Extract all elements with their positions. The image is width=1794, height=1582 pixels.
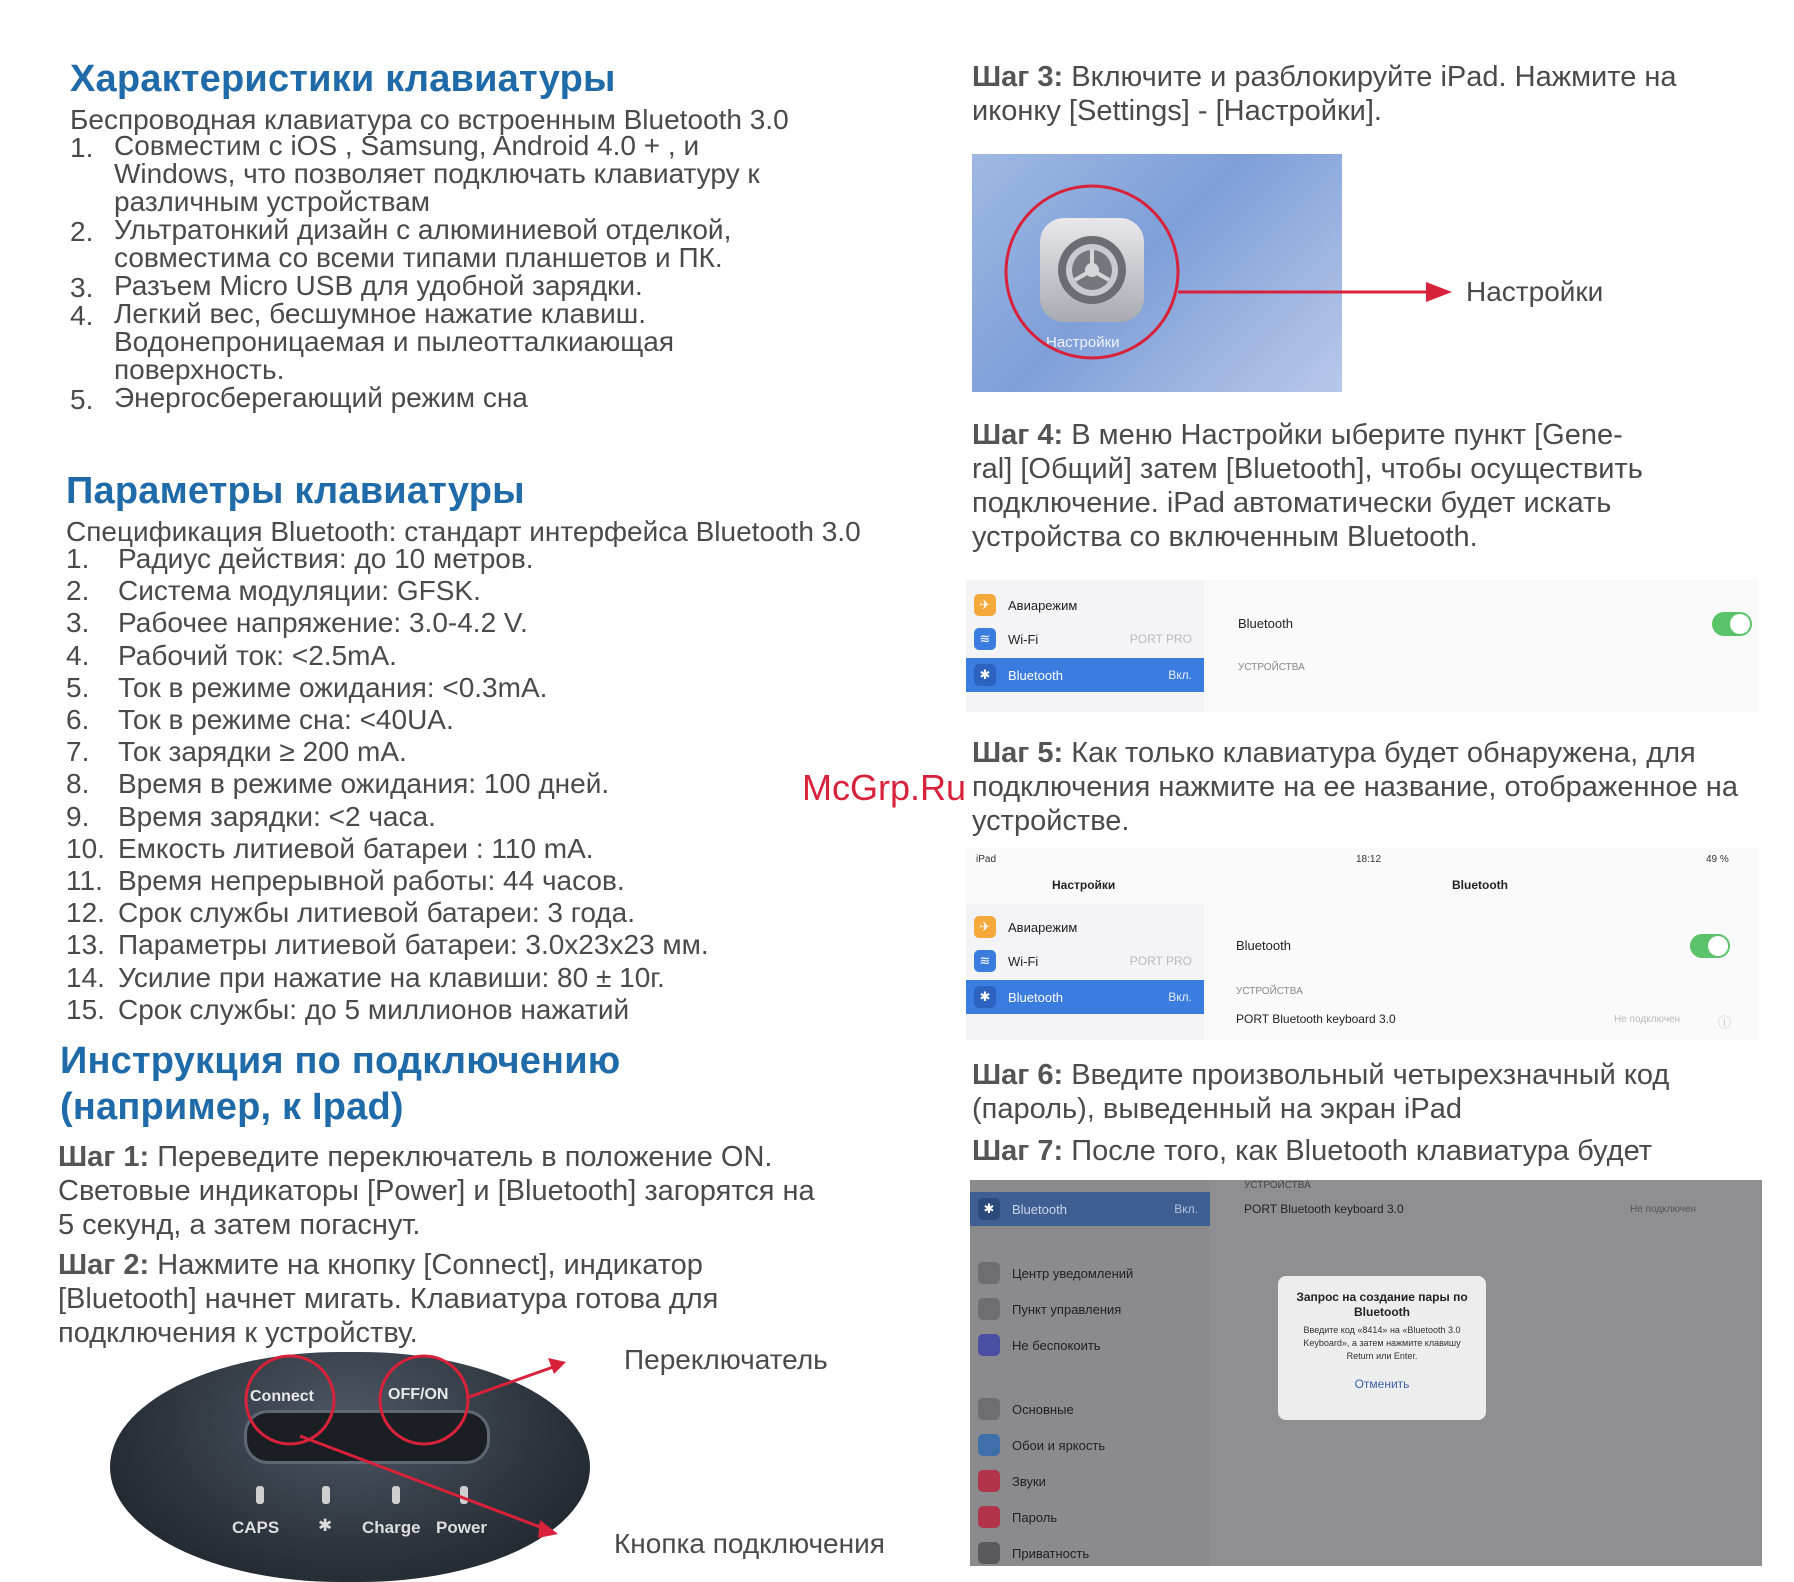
- menu-item-label: Основные: [1012, 1401, 1074, 1417]
- feature-number: 4.: [70, 300, 94, 331]
- bluetooth-toggle-b[interactable]: [1690, 934, 1730, 958]
- pairing-devices-header: УСТРОЙСТВА: [1244, 1180, 1311, 1191]
- step7-label: Шаг 7:: [972, 1135, 1064, 1167]
- param-number: 4.: [66, 639, 90, 671]
- sidebar-item-wifi[interactable]: [966, 622, 1204, 656]
- menu-item-icon: [978, 1434, 1000, 1456]
- params-title: Параметры клавиатуры: [66, 470, 525, 512]
- feature-text: Windows, что позволяет подключать клавиатуру к: [114, 158, 760, 189]
- menu-item-icon: [978, 1262, 1000, 1284]
- status-left: iPad: [976, 854, 997, 865]
- pairing-menu-item[interactable]: [970, 1328, 1210, 1362]
- settings-sidebar-b: [966, 904, 1204, 1040]
- step3-label: Шаг 3:: [972, 61, 1064, 93]
- status-battery: 49 %: [1706, 854, 1729, 865]
- nav-bluetooth: Bluetooth: [1452, 878, 1508, 892]
- feature-text: Разъем Micro USB для удобной зарядки.: [114, 270, 643, 301]
- step4: [972, 418, 1643, 554]
- step1-line-3: 5 секунд, а затем погаснут.: [58, 1209, 421, 1241]
- step3-line-1: Включите и разблокируйте iPad. Нажмите на: [1063, 61, 1677, 93]
- menu-item-icon: [978, 1298, 1000, 1320]
- param-text: Ток в режиме сна: <40UA.: [118, 704, 454, 736]
- feature-number: 3.: [70, 272, 94, 303]
- step7-text: После того, как Bluetooth клавиатура будет: [1063, 1135, 1653, 1167]
- airplane-label-b: Авиарежим: [1008, 919, 1078, 935]
- param-text: Рабочий ток: <2.5mA.: [118, 639, 397, 671]
- pairing-menu-item[interactable]: [970, 1536, 1210, 1566]
- sidebar-item-airplane-b[interactable]: [966, 910, 1204, 944]
- menu-item-label: Обои и яркость: [1012, 1437, 1106, 1453]
- step5-line-3: устройстве.: [972, 805, 1130, 837]
- param-text: Радиус действия: до 10 метров.: [118, 543, 534, 574]
- ipad-pairing-screenshot: [970, 1180, 1762, 1566]
- wifi-label-b: Wi-Fi: [1008, 953, 1039, 969]
- sidebar-item-airplane[interactable]: [966, 588, 1204, 622]
- param-number: 2.: [66, 575, 90, 607]
- menu-item-icon: [978, 1334, 1000, 1356]
- param-number: 10.: [66, 832, 105, 864]
- pairing-menu-item[interactable]: [970, 1464, 1210, 1498]
- pairing-dialog-title: Запрос на создание пары по Bluetooth: [1296, 1290, 1468, 1319]
- nav-settings: Настройки: [1052, 878, 1116, 892]
- step4-line-2: ral] [Общий] затем [Bluetooth], чтобы осуществить: [972, 453, 1643, 485]
- device-offon-label: OFF/ON: [388, 1386, 449, 1403]
- step5-line-2: подключения нажмите на ее название, отображенное на: [972, 771, 1738, 803]
- param-text: Емкость литиевой батареи : 110 mA.: [118, 832, 594, 864]
- pairing-bt-label: Bluetooth: [1012, 1201, 1067, 1217]
- param-number: 11.: [66, 865, 103, 897]
- airplane-icon: ✈: [974, 594, 996, 616]
- ipad-bluetooth-screenshot-a: [966, 580, 1758, 712]
- step1-line-2: Световые индикаторы [Power] и [Bluetooth] загорятся на: [58, 1175, 815, 1207]
- pairing-menu-item[interactable]: [970, 1392, 1210, 1426]
- pairing-dialog: [1278, 1276, 1486, 1420]
- bluetooth-value: Вкл.: [1168, 668, 1192, 682]
- feature-number: 2.: [70, 216, 94, 247]
- step1-line-1: Переведите переключатель в положение ON.: [149, 1141, 773, 1173]
- features-title: Характеристики клавиатуры: [70, 58, 616, 100]
- bluetooth-toggle-a[interactable]: [1712, 612, 1752, 636]
- feature-text: Совместим с iOS , Samsung, Android 4.0 + , и: [114, 130, 700, 161]
- not-connected-status: Не подключен: [1614, 1014, 1681, 1025]
- devices-header-b: УСТРОЙСТВА: [1236, 986, 1303, 997]
- wifi-label: Wi-Fi: [1008, 631, 1039, 647]
- pairing-sidebar-bluetooth[interactable]: [970, 1192, 1210, 1226]
- pairing-menu-item[interactable]: [970, 1500, 1210, 1534]
- param-text: Время непрерывной работы: 44 часов.: [118, 865, 625, 897]
- device-caps-label: CAPS: [232, 1518, 280, 1537]
- pairing-bt-value: Вкл.: [1174, 1202, 1198, 1216]
- devices-header-a: УСТРОЙСТВА: [1238, 662, 1305, 673]
- device-charge-label: Charge: [362, 1518, 421, 1537]
- feature-text: совместима со всеми типами планшетов и ПК.: [114, 242, 723, 273]
- step1-label: Шаг 1:: [58, 1141, 150, 1173]
- wifi-icon: ≋: [974, 628, 996, 650]
- ipad-bluetooth-screenshot-b: [966, 848, 1758, 1040]
- features-intro: Беспроводная клавиатура со встроенным Bluetooth 3.0: [70, 104, 789, 135]
- wifi-icon-b: ≋: [974, 950, 996, 972]
- param-text: Усилие при нажатие на клавиши: 80 ± 10г.: [118, 961, 665, 993]
- pairing-cancel-button[interactable]: Отменить: [1354, 1377, 1410, 1391]
- step5-label: Шаг 5:: [972, 737, 1064, 769]
- device-power-label: Power: [436, 1518, 488, 1537]
- param-text: Ток зарядки ≥ 200 mA.: [118, 736, 407, 768]
- menu-item-label: Пароль: [1012, 1509, 1058, 1525]
- watermark: McGrp.Ru: [802, 767, 967, 808]
- menu-item-icon: [978, 1506, 1000, 1528]
- settings-arrow-label: Настройки: [1466, 276, 1604, 307]
- param-number: 12.: [66, 897, 105, 929]
- pairing-menu-item[interactable]: [970, 1292, 1210, 1326]
- param-text: Срок службы: до 5 миллионов нажатий: [118, 993, 630, 1025]
- param-number: 5.: [66, 671, 90, 703]
- step4-line-4: устройства со включенным Bluetooth.: [972, 521, 1478, 553]
- step5: [972, 736, 1738, 838]
- feature-number: 5.: [70, 384, 94, 415]
- step6-line-1: Введите произвольный четырехзначный код: [1063, 1059, 1670, 1091]
- menu-item-icon: [978, 1398, 1000, 1420]
- bluetooth-icon: ✱: [974, 664, 996, 686]
- param-number: 14.: [66, 961, 105, 993]
- step6-line-2: (пароль), выведенный на экран iPad: [972, 1093, 1462, 1125]
- step3-line-2: иконку [Settings] - [Настройки].: [972, 95, 1382, 127]
- wifi-value: PORT PRO: [1129, 632, 1192, 646]
- param-text: Рабочее напряжение: 3.0-4.2 V.: [118, 607, 528, 639]
- param-number: 7.: [66, 736, 90, 768]
- param-number: 8.: [66, 768, 90, 800]
- wifi-value-b: PORT PRO: [1129, 954, 1192, 968]
- step2-line-1: Нажмите на кнопку [Connect], индикатор: [149, 1249, 703, 1281]
- button-label: Кнопка подключения: [614, 1528, 885, 1559]
- feature-text: Энергосберегающий режим сна: [114, 382, 528, 413]
- step2-line-3: подключения к устройству.: [58, 1317, 418, 1349]
- step2-label: Шаг 2:: [58, 1249, 150, 1281]
- keyboard-device-row[interactable]: PORT Bluetooth keyboard 3.0: [1236, 1012, 1396, 1026]
- sidebar-item-bluetooth[interactable]: [966, 658, 1204, 692]
- feature-text: Водонепроницаемая и пылеотталкиающая: [114, 326, 674, 357]
- pairing-menu-item[interactable]: [970, 1428, 1210, 1462]
- param-number: 3.: [66, 607, 90, 639]
- feature-number: 1.: [70, 132, 94, 163]
- step2-line-2: [Bluetooth] начнет мигать. Клавиатура готова для: [58, 1283, 719, 1315]
- bluetooth-value-b: Вкл.: [1168, 990, 1192, 1004]
- param-text: Система модуляции: GFSK.: [118, 575, 481, 607]
- bluetooth-icon-b: ✱: [974, 986, 996, 1008]
- menu-item-icon: [978, 1542, 1000, 1564]
- pairing-keyboard-row[interactable]: PORT Bluetooth keyboard 3.0: [1244, 1202, 1404, 1216]
- param-text: Ток в режиме ожидания: <0.3mA.: [118, 671, 548, 703]
- settings-sidebar-a: [966, 580, 1204, 712]
- pairing-menu-item[interactable]: [970, 1256, 1210, 1290]
- pairing-not-connected: Не подключен: [1630, 1204, 1697, 1215]
- param-number: 13.: [66, 929, 105, 961]
- airplane-label: Авиарежим: [1008, 597, 1078, 613]
- info-icon[interactable]: ⓘ: [1718, 1015, 1732, 1030]
- param-number: 1.: [66, 543, 90, 574]
- bt-header-a: Bluetooth: [1238, 616, 1293, 631]
- connect-title-2: (например, к Ipad): [60, 1086, 404, 1128]
- step6: [972, 1058, 1669, 1126]
- params-intro: Спецификация Bluetooth: стандарт интерфейса Bluetooth 3.0: [66, 516, 861, 547]
- bluetooth-label-b: Bluetooth: [1008, 989, 1063, 1005]
- bt-header-b: Bluetooth: [1236, 938, 1291, 953]
- feature-text: различным устройствам: [114, 186, 431, 217]
- step4-line-3: подключение. iPad автоматически будет искать: [972, 487, 1612, 519]
- menu-item-label: Пункт управления: [1012, 1301, 1122, 1317]
- step7: [972, 1134, 1652, 1168]
- step4-label: Шаг 4:: [972, 419, 1064, 451]
- settings-icon-caption: Настройки: [1046, 334, 1120, 351]
- menu-item-label: Центр уведомлений: [1012, 1265, 1134, 1281]
- switch-label: Переключатель: [624, 1344, 828, 1375]
- param-text: Время в режиме ожидания: 100 дней.: [118, 768, 610, 800]
- menu-item-label: Не беспокоить: [1012, 1337, 1101, 1353]
- bluetooth-icon-c: ✱: [978, 1198, 1000, 1220]
- device-connect-label: Connect: [250, 1388, 314, 1405]
- pairing-dialog-body: Введите код «8414» на «Bluetooth 3.0 Keyboard», а затем нажмите клавишу Return или Enter.: [1303, 1325, 1461, 1361]
- feature-text: Ультратонкий дизайн с алюминиевой отделкой,: [114, 214, 732, 245]
- connect-title-1: Инструкция по подключению: [60, 1040, 621, 1082]
- step5-line-1: Как только клавиатура будет обнаружена, для: [1063, 737, 1696, 769]
- airplane-icon-b: ✈: [974, 916, 996, 938]
- sidebar-item-wifi-b[interactable]: [966, 944, 1204, 978]
- param-number: 9.: [66, 800, 90, 832]
- menu-item-label: Звуки: [1012, 1473, 1046, 1489]
- feature-text: поверхность.: [114, 354, 285, 385]
- sidebar-item-bluetooth-b[interactable]: [966, 980, 1204, 1014]
- bluetooth-label: Bluetooth: [1008, 667, 1063, 683]
- settings-highlight-circle: [1006, 186, 1178, 358]
- param-text: Параметры литиевой батареи: 3.0x23x23 мм.: [118, 929, 709, 961]
- status-time: 18:12: [1356, 854, 1382, 865]
- param-number: 6.: [66, 704, 90, 736]
- param-text: Срок службы литиевой батареи: 3 года.: [118, 897, 635, 929]
- device-bt-label: ✱: [318, 1516, 333, 1535]
- step4-line-1: В меню Настройки ыберите пункт [Gene-: [1063, 419, 1623, 451]
- step6-label: Шаг 6:: [972, 1059, 1064, 1091]
- feature-text: Легкий вес, бесшумное нажатие клавиш.: [114, 298, 647, 329]
- settings-arrow-head: [1426, 282, 1452, 302]
- param-text: Время зарядки: <2 часа.: [118, 800, 436, 832]
- menu-item-label: Приватность: [1012, 1545, 1090, 1561]
- menu-item-icon: [978, 1470, 1000, 1492]
- param-number: 15.: [66, 993, 105, 1025]
